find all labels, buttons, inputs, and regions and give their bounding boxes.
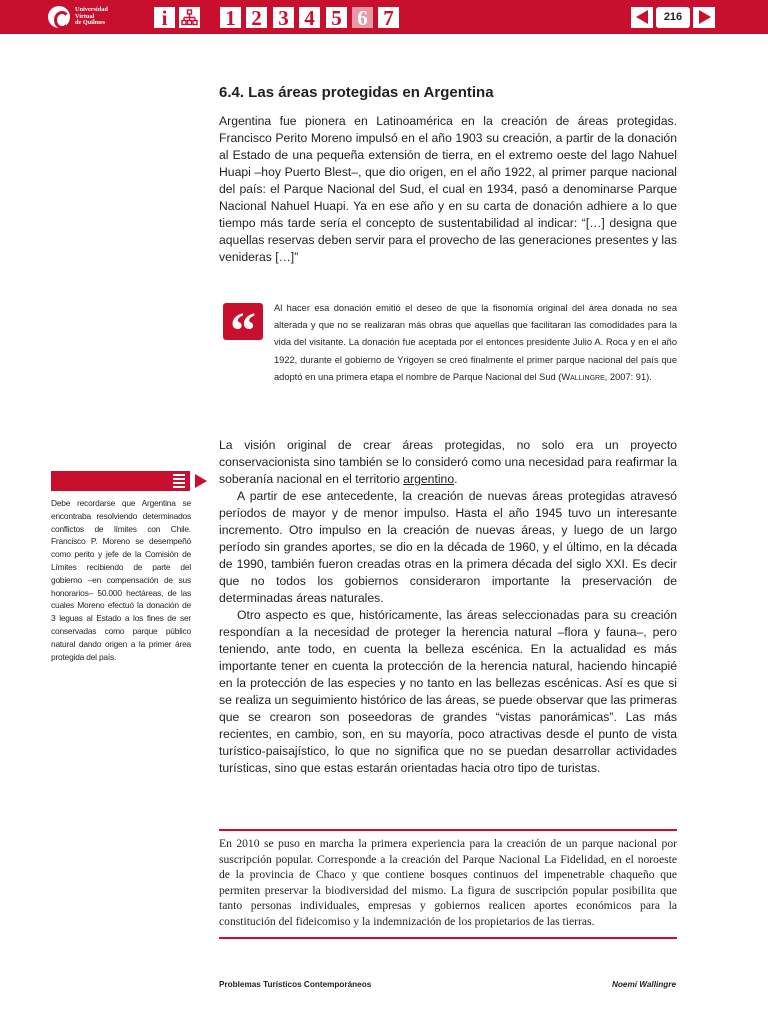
chapter-3-button[interactable]: 3 <box>273 7 294 28</box>
box-top-rule <box>219 829 677 831</box>
body-paragraph: Otro aspecto es que, históricamente, las áreas seleccionadas para su creación respondían a la necesidad de proteger la herencia natural –flora y fauna–, pero teniendo, ante todo, en cuenta la belleza escénica. En la actualidad es más importante tener en cuenta la protección de la herencia natural, haciendo hincapié en la protección de las especies y no tanto en las bellezas escénicas. Así es que si se realiza un seguimiento histórico de las áreas, se puede observar que las primeras que se crearon son poseedoras de grandes “vistas panorámicas”. Las más recientes, en cambio, son, en su mayoría, poco atractivas desde el punto de vista turístico-paisajístico, lo que no significa que no se puedan desarrollar actividades turísticas, sino que estas estarán orientadas hacia otro tipo de turistas. <box>219 608 677 775</box>
chapter-6-button[interactable]: 6 <box>352 7 373 28</box>
logo-wordmark <box>75 7 135 27</box>
body-text: . <box>454 472 458 486</box>
intro-paragraph: Argentina fue pionera en Latinoamérica en la creación de áreas protegidas. Francisco Perito Moreno impulsó en el año 1903 su creación, a partir de la donación al Estado de una pequeña extensión de tierra, en el extremo oeste del lago Nahuel Huapi –hoy Puerto Blest–, que dio origen, en el año 1922, al primer parque nacional del país: el Parque Nacional del Sud, el cual en 1934, pasó a denominarse Parque Nacional Nahuel Huapi. Ya en ese año y en su carta de donación adhiere a lo que tiempo más tarde sería el concepto de sustentabilidad al indicar: “[…] designa que aquellas reservas deben servir para el provecho de las generaciones presentes y las venideras […]” <box>219 114 677 264</box>
quote-mark-icon: “ <box>223 303 263 340</box>
body-paragraph: A partir de ese antecedente, la creación de nuevas áreas protegidas atravesó períodos de mayor y de menor impulso. Hasta el año 1945 tuvo un interesante incremento. Otro impulso en la creación de nuevas áreas, y luego de un largo período sin grandes aportes, se dio en la década de 1960, y el último, en la década de 1990, también fueron creadas otras en la primera década del siglo XXI. Es decir que no todos los gobiernos consideraron importante la preservación de determinadas áreas naturales. <box>219 489 677 605</box>
page-number: 216 <box>656 7 690 28</box>
body-paragraph <box>219 437 677 488</box>
body-text: La visión original de crear áreas protegidas, no solo era un proyecto conservacionista sino también se lo consideró como una necesidad para reafirmar la soberanía nacional en el territorio <box>219 438 677 486</box>
quote-citation: , 2007: 91). <box>604 371 652 382</box>
next-page-button[interactable] <box>693 7 715 28</box>
chapter-1-button[interactable]: 1 <box>220 7 241 28</box>
main-body <box>219 437 677 777</box>
chapter-4-button[interactable]: 4 <box>299 7 320 28</box>
top-navigation-bar <box>0 0 768 34</box>
quote-author: Wallingre <box>561 371 605 382</box>
chapter-2-button[interactable]: 2 <box>246 7 267 28</box>
university-logo[interactable] <box>48 6 135 28</box>
boxed-note-text: En 2010 se puso en marcha la primera experiencia para la creación de un parque nacional por suscripción popular. Corresponde a la creación del Parque Nacional La Fidelidad, en el noroeste de la provincia de Chaco y que contiene bosques continuos del impenetrable chaqueño que permiten preservar la biodiversidad del mismo. La figura de suscripción popular posibilita que tanto personas individuales, empresas y gobiernos realicen aportes económicos para la constitución del fideicomiso y la indemnización de los propietarios de las tierras. <box>219 837 677 928</box>
logo-line: Virtual <box>75 12 95 20</box>
side-note-bar <box>51 471 190 491</box>
footer-author: Noemí Wallingre <box>612 980 676 989</box>
chapter-7-button[interactable]: 7 <box>378 7 399 28</box>
previous-page-button[interactable] <box>631 7 653 28</box>
logo-line: de Quilmes <box>75 19 106 27</box>
side-note-arrow-icon <box>195 474 207 488</box>
logo-emblem-icon <box>48 6 70 28</box>
section-title: 6.4. Las áreas protegidas en Argentina <box>219 84 494 101</box>
note-lines-icon <box>173 474 185 488</box>
quote-text <box>274 300 677 386</box>
glossary-link[interactable]: argentino <box>403 472 455 486</box>
quote-body: Al hacer esa donación emitió el deseo de que la fisonomía original del área donada no sea alterada y que no se realizaran más obras que aquellas que facilitaran las comodidades para la vida del visitante. La donación fue aceptada por el entonces presidente Julio A. Roca y en el año 1922, durante el gobierno de Yrigoyen se creó finalmente el primer parque nacional del país que adoptó en una primera etapa el nombre de Parque Nacional del Sud ( <box>274 303 677 382</box>
sitemap-button[interactable] <box>179 7 200 28</box>
sitemap-icon <box>181 9 198 26</box>
footer-course-title: Problemas Turísticos Contemporáneos <box>219 980 372 989</box>
logo-line: Universidad <box>75 6 108 14</box>
chapter-5-button[interactable]: 5 <box>326 7 347 28</box>
info-button[interactable]: i <box>154 7 175 28</box>
box-bottom-rule <box>219 937 677 939</box>
side-note-text: Debe recordarse que Argentina se encontraba resolviendo determinados conflictos de límites con Chile. Francisco P. Moreno se desempeñó como perito y jefe de la Comisión de Límites recibiendo de parte del gobierno –en compensación de sus honorarios– 50.000 hectáreas, de las cuales Moreno efectuó la donación de 3 leguas al Estado a los fines de ser conservadas como parque público natural dando origen a la primer área protegida del país. <box>51 498 191 662</box>
